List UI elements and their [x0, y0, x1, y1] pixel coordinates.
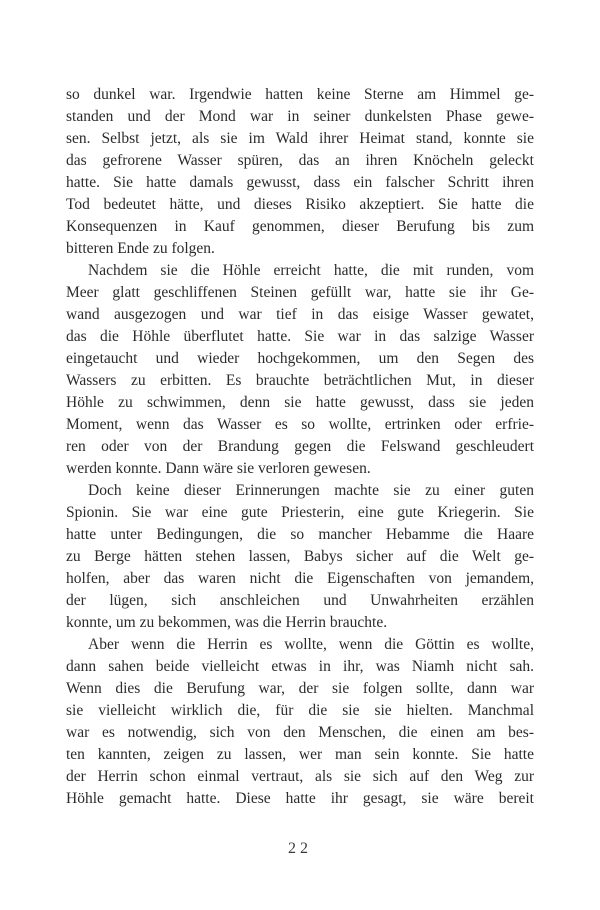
paragraph — [66, 84, 534, 260]
text-line: zu Berge hätten stehen lassen, Babys sicher auf die Welt ge- — [66, 548, 534, 565]
text-line: Doch keine dieser Erinnerungen machte sie zu einer guten — [88, 482, 534, 499]
text-line: Meer glatt geschliffenen Steinen gefüllt war, hatte sie ihr Ge- — [66, 284, 534, 301]
text-line: der Herrin schon einmal vertraut, als sie sich auf den Weg zur — [66, 768, 534, 785]
text-line: Spionin. Sie war eine gute Priesterin, eine gute Kriegerin. Sie — [66, 504, 534, 521]
text-line: wand ausgezogen und war tief in das eisige Wasser gewatet, — [66, 306, 534, 323]
page-number: 22 — [288, 840, 312, 857]
text-line: werden konnte. Dann wäre sie verloren gewesen. — [66, 460, 371, 477]
paragraph — [66, 260, 534, 480]
text-line: war es notwendig, sich von den Menschen, die einen am bes- — [66, 724, 534, 741]
text-line: das die Höhle überflutet hatte. Sie war in das salzige Wasser — [66, 328, 534, 345]
text-line: bitteren Ende zu folgen. — [66, 240, 215, 257]
paragraph — [66, 480, 534, 634]
text-line: eingetaucht und wieder hochgekommen, um den Segen des — [66, 350, 534, 367]
text-line: konnte, um zu bekommen, was die Herrin brauchte. — [66, 614, 388, 631]
text-line: ren oder von der Brandung gegen die Felswand geschleudert — [66, 438, 534, 455]
text-line: der lügen, sich anschleichen und Unwahrheiten erzählen — [66, 592, 534, 609]
text-line: so dunkel war. Irgendwie hatten keine Sterne am Himmel ge- — [66, 86, 534, 103]
text-line: das gefrorene Wasser spüren, das an ihren Knöcheln geleckt — [66, 152, 534, 169]
text-line: hatte. Sie hatte damals gewusst, dass ein falscher Schritt ihren — [66, 174, 534, 191]
text-block — [66, 84, 534, 810]
paragraph — [66, 634, 534, 810]
text-line: Nachdem sie die Höhle erreicht hatte, die mit runden, vom — [88, 262, 534, 279]
text-line: Wassers zu erbitten. Es brauchte beträchtlichen Mut, in dieser — [66, 372, 534, 389]
text-line: sen. Selbst jetzt, als sie im Wald ihrer Heimat stand, konnte sie — [66, 130, 534, 147]
text-line: Höhle zu schwimmen, denn sie hatte gewusst, dass sie jeden — [66, 394, 534, 411]
text-line: hatte unter Bedingungen, die so mancher Hebamme die Haare — [66, 526, 534, 543]
text-line: Wenn dies die Berufung war, der sie folgen sollte, dann war — [66, 680, 534, 697]
text-line: Aber wenn die Herrin es wollte, wenn die Göttin es wollte, — [88, 636, 534, 653]
text-line: ten kannten, zeigen zu lassen, wer man sein konnte. Sie hatte — [66, 746, 534, 763]
text-line: Tod bedeutet hätte, und dieses Risiko akzeptiert. Sie hatte die — [66, 196, 534, 213]
text-line: dann sahen beide vielleicht etwas in ihr, was Niamh nicht sah. — [66, 658, 534, 675]
text-line: sie vielleicht wirklich die, für die sie sie hielten. Manchmal — [66, 702, 534, 719]
text-line: Konsequenzen in Kauf genommen, dieser Berufung bis zum — [66, 218, 534, 235]
text-line: Höhle gemacht hatte. Diese hatte ihr gesagt, sie wäre bereit — [66, 790, 534, 807]
text-line: Moment, wenn das Wasser es so wollte, ertrinken oder erfrie- — [66, 416, 534, 433]
text-line: standen und der Mond war in seiner dunkelsten Phase gewe- — [66, 108, 534, 125]
text-line: holfen, aber das waren nicht die Eigenschaften von jemandem, — [66, 570, 534, 587]
